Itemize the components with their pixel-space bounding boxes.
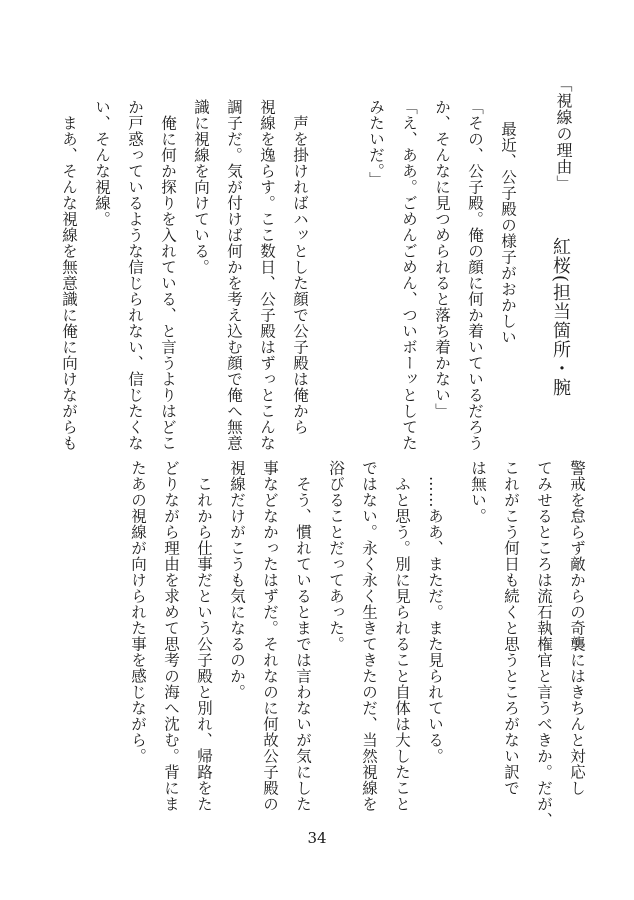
- upper-line-1: 最近、公子殿の様子がおかしい: [499, 121, 517, 345]
- upper-line-10: 識に視線を向けている。: [192, 99, 210, 275]
- lower-line-9: 浴びることだってあった。: [327, 460, 345, 652]
- upper-line-4: 「え、ああ。ごめんごめん、ついボーッとしてた: [400, 99, 418, 451]
- page-number: 34: [307, 829, 327, 847]
- upper-line-14: まあ、そんな視線を無意識に俺に向けながらも: [60, 99, 78, 451]
- lower-line-8: ではない。永く永く生きてきたのだ、当然視線を: [360, 460, 378, 812]
- upper-line-12: か戸惑っているような信じられない、信じたくな: [126, 99, 144, 451]
- story-title: 「視線の理由」: [554, 76, 573, 192]
- lower-line-6: ……ああ、まただ。また見られている。: [426, 460, 444, 764]
- upper-line-8: 視線を逸らす。ここ数日、公子殿はずっとこんな: [258, 99, 276, 451]
- upper-line-3: か、そんなに見つめられると落ち着かない」: [433, 99, 451, 419]
- lower-line-7: ふと思う。別に見られること自体は大したこと: [393, 460, 411, 812]
- upper-line-5: みたいだ。」: [367, 99, 385, 188]
- lower-line-15: どりながら理由を求めて思考の海へ沈む。背にま: [162, 460, 180, 812]
- upper-line-13: い、そんな視線。: [93, 99, 111, 227]
- lower-line-1: 警戒を怠らず敵からの奇襲にはきちんと対応し: [568, 460, 586, 796]
- lower-line-2: てみせるところは流石執権官と言うべきか。だが、: [535, 460, 553, 828]
- lower-line-11: 事などなかったはずだ。それなのに何故公子殿の: [261, 460, 279, 812]
- upper-line-11: 俺に何か探りを入れている、と言うよりはどこ: [159, 99, 177, 451]
- lower-line-14: これから仕事だという公子殿と別れ、帰路をた: [195, 460, 213, 812]
- lower-line-4: は無い。: [469, 460, 487, 524]
- author-name: 紅桜(担当箇所・腕: [550, 237, 571, 398]
- upper-line-9: 調子だ。気が付けば何かを考え込む顔で俺へ無意: [225, 99, 243, 451]
- lower-line-10: そう、慣れているとまでは言わないが気にした: [294, 460, 312, 812]
- lower-line-12: 視線だけがこうも気になるのか。: [228, 460, 246, 700]
- upper-line-2: 「その、公子殿。俺の顔に何か着いているだろう: [466, 99, 484, 451]
- lower-line-16: たあの視線が向けられた事を感じながら。: [129, 460, 147, 764]
- lower-line-3: これがこう何日も続くと思うところがない訳で: [502, 460, 520, 796]
- upper-line-7: 声を掛ければハッとした顔で公子殿は俺から: [291, 99, 309, 435]
